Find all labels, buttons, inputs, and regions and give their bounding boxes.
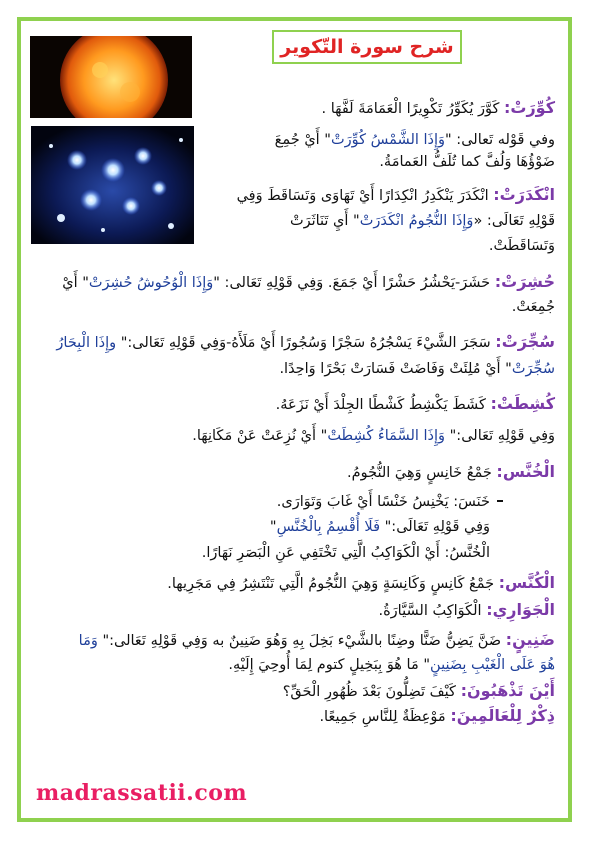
text: " أَيْ xyxy=(62,275,89,291)
text: " xyxy=(269,519,277,535)
entry-inkadarat-line3 xyxy=(489,236,555,256)
term: انْكَدَرَتْ: xyxy=(493,185,555,204)
text: " أَيْ مُلِئَتْ وَفَاضَتْ فَسَارَتْ بَحْرًا وَاحِدًا. xyxy=(279,361,512,377)
text: قَوْلِهِ تَعَالَى: « xyxy=(473,213,555,229)
entry-sujjirat-line2 xyxy=(279,359,555,379)
entry-inkadarat-line1 xyxy=(237,185,555,206)
entry-verse-kuwwirat-line2 xyxy=(379,152,555,172)
verse-quote: وَإِذَا الْوُحُوشُ حُشِرَتْ xyxy=(88,275,214,291)
sun-image xyxy=(30,36,192,118)
verse-quote: وَإِذَا السَّمَاءُ كُشِطَتْ xyxy=(327,428,446,444)
term: ذِكْرٌ لِلْعَالَمِينَ: xyxy=(450,706,555,725)
page-title: شرح سورة التّكوير xyxy=(280,36,454,58)
entry-kushitat xyxy=(276,394,555,415)
term: أَيْنَ تَذْهَبُونَ: xyxy=(460,681,555,700)
definition: جَمْعُ كَانِسٍ وَكَانِسَةٍ وَهِيَ النُّجُومُ الَّتِي تَنْتَشِرُ فِي مَجَرِيها. xyxy=(167,576,499,592)
entry-danin-line1 xyxy=(79,630,555,651)
term: سُجِّرَتْ: xyxy=(495,332,555,351)
entry-khunnas xyxy=(347,462,555,483)
title-box xyxy=(272,30,462,64)
definition: كَوَّرَ يُكَوِّرُ تَكْوِيرًا الْعَمَامَةَ لَفَّهَا . xyxy=(321,101,504,117)
entry-verse-kushitat xyxy=(192,426,555,446)
text: جُمِعَتْ. xyxy=(511,299,555,315)
term: الْجَوَارِي: xyxy=(486,600,555,619)
verse-quote: فَلَا أُقْسِمُ بِالْخُنَّسِ xyxy=(276,519,381,535)
term: ضَنِينٍ: xyxy=(505,630,555,649)
text: ضَوْؤُهَا وَلُفَّ كما تُلَفُّ العَمامَةُ. xyxy=(379,154,555,170)
bullet-dash xyxy=(497,500,503,502)
term: الْخُنَّس: xyxy=(496,462,555,481)
entry-hushirat-line1 xyxy=(62,272,555,293)
entry-hushirat-line2 xyxy=(512,297,555,317)
text: " أَيِ تَنَاثَرَتْ xyxy=(289,213,360,229)
verse-quote: وإِذَا الْبِحَارُ xyxy=(56,335,121,351)
text: الْخُنَّسُ: أَيْ الْكَوَاكِبُ الَّتِي تَخْتَفِي عَنِ الْبَصَرِ نَهَارًا. xyxy=(201,545,490,561)
entry-ayna-tadhabun xyxy=(283,681,555,702)
definition: كَيْفَ تَضِلُّونَ بَعْدَ ظُهُورِ الْحَقِّ؟ xyxy=(282,684,461,700)
entry-kuwwirat xyxy=(322,98,555,119)
text: وَفِي قَوْلِهِ تَعَالَى:" xyxy=(380,519,490,535)
definition: حَشَرَ-يَحْشُرُ حَشْرًا أَيْ جَمَعَ. وَفِي قَوْلِهِ تَعَالى: " xyxy=(213,275,495,291)
footer-site-link[interactable]: madrassatii.com xyxy=(36,780,248,806)
definition: الْكَوَاكِبُ السَّيَّارَةُ. xyxy=(378,603,487,619)
entry-kunnas xyxy=(167,573,555,594)
stars-image xyxy=(31,126,194,244)
text: " أَيْ نُزِعَتْ عَنْ مَكَانِهَا. xyxy=(192,428,328,444)
verse-quote: سُجِّرَتْ xyxy=(511,361,555,377)
text: " مَا هُوَ بِبَخِيلٍ كتوم لِمَا أُوحِيَ إِلَيْهِ. xyxy=(228,657,431,673)
entry-khanasa xyxy=(277,492,490,512)
entry-jawari xyxy=(378,600,555,621)
text: " أَيْ جُمِعَ xyxy=(274,132,331,148)
entry-verse-kuwwirat-line1 xyxy=(275,130,555,150)
term: كُشِطَتْ: xyxy=(490,394,555,413)
verse-quote: وَمَا xyxy=(78,633,103,649)
term: الْكُنَّس: xyxy=(498,573,555,592)
definition: كَشَطَ يَكْشِطُ كَشْطًا الجِلْدَ أَيْ نَزَعَهُ. xyxy=(275,397,491,413)
entry-verse-khunnas xyxy=(270,517,490,537)
definition: جَمْعُ خَانِسٍ وَهِيَ النُّجُومُ. xyxy=(347,465,497,481)
entry-dhikr xyxy=(319,706,555,727)
definition: انْكَدَرَ يَنْكَدِرُ انْكِدَارًا أَيْ تَهَاوَى وَتَسَاقَطَ وَفِي xyxy=(236,188,494,204)
entry-danin-line2 xyxy=(228,655,555,675)
entry-sujjirat-line1 xyxy=(56,332,555,353)
verse-quote: وَإِذَا الشَّمْسُ كُوِّرَتْ xyxy=(330,132,446,148)
term: حُشِرَتْ: xyxy=(494,272,555,291)
text: وَفِي قَوْلِهِ تَعَالى:" xyxy=(445,428,555,444)
definition: مَوْعِظَةٌ لِلنَّاسِ جَمِيعًا. xyxy=(319,709,451,725)
entry-inkadarat-line2 xyxy=(290,211,555,231)
definition: سَجَرَ الشَّيْءَ يَسْجُرُهُ سَجْرًا وَسُجُورًا أَيْ مَلَأَهُ-وَفِي قَوْلِهِ تَعَالى:" xyxy=(120,335,496,351)
entry-khunnas-meaning xyxy=(202,543,490,563)
text: وفي قَوْله تَعالى: " xyxy=(445,132,555,148)
term: كُوِّرَتْ: xyxy=(503,98,555,117)
text: خَنَسَ: يَخْنِسُ خَنْسًا أَيْ غَابَ وَتَوَارَى. xyxy=(276,494,490,510)
definition: ضَنَّ يَضِنُّ ضَنًّا وضِنًا بالشَّيْء بَخِلَ بِهِ وَهُوَ ضَنِينٌ به وَفِي قَوْلِهِ تَعَالى:" xyxy=(102,633,506,649)
verse-quote: هُوَ عَلَى الْغَيْبِ بِضَنِينٍ xyxy=(430,657,555,673)
verse-quote: وَإِذَا النُّجُومُ انْكَدَرَتْ xyxy=(359,213,474,229)
text: وَتَسَاقَطَتْ. xyxy=(488,238,555,254)
